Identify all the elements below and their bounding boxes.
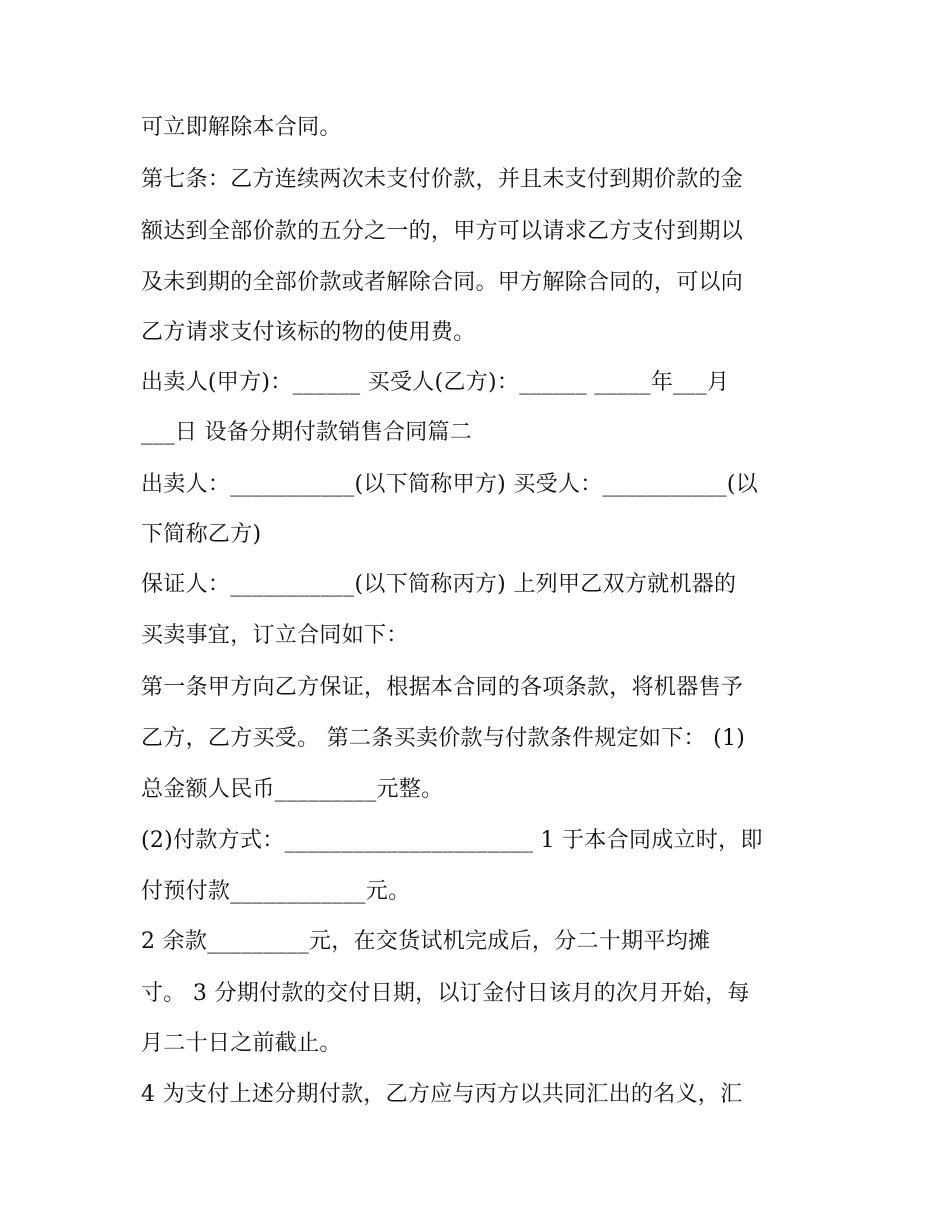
text-line: 下简称乙方) [141,522,262,547]
text-line: 及未到期的全部价款或者解除合同。甲方解除合同的，可以向 [141,270,744,295]
text-line: 第一条甲方向乙方保证，根据本合同的各项条款，将机器售予 [141,675,744,700]
text-line: 付预付款____________元。 [141,879,411,904]
text-line: 额达到全部价款的五分之一的，甲方可以请求乙方支付到期以 [141,219,744,244]
text-line: 出卖人：___________(以下简称甲方) 买受人：___________(以 [141,472,759,497]
text-line: 寸。 3 分期付款的交付日期，以订金付日该月的次月开始，每 [141,981,750,1006]
text-line: 买卖事宜，订立合同如下： [141,623,409,648]
text-line: 乙方，乙方买受。 第二条买卖价款与付款条件规定如下： (1) [141,726,746,751]
text-line: 出卖人(甲方)：______ 买受人(乙方)：______ _____年___月 [141,370,730,395]
text-line: 第七条：乙方连续两次未支付价款，并且未支付到期价款的金 [141,167,744,192]
text-line: 总金额人民币_________元整。 [141,777,444,802]
text-line: 乙方请求支付该标的物的使用费。 [141,320,476,345]
text-line: ___日 设备分期付款销售合同篇二 [141,420,473,445]
text-line: 保证人：___________(以下简称丙方) 上列甲乙双方就机器的 [141,572,737,597]
text-line: 2 余款_________元，在交货试机完成后，分二十期平均摊 [141,929,711,954]
text-line: 4 为支付上述分期付款，乙方应与丙方以共同汇出的名义，汇 [141,1082,743,1107]
text-line: 可立即解除本合同。 [141,115,342,140]
text-line: (2)付款方式：______________________ 1 于本合同成立时，即 [141,828,763,853]
text-line: 月二十日之前截止。 [141,1031,342,1056]
